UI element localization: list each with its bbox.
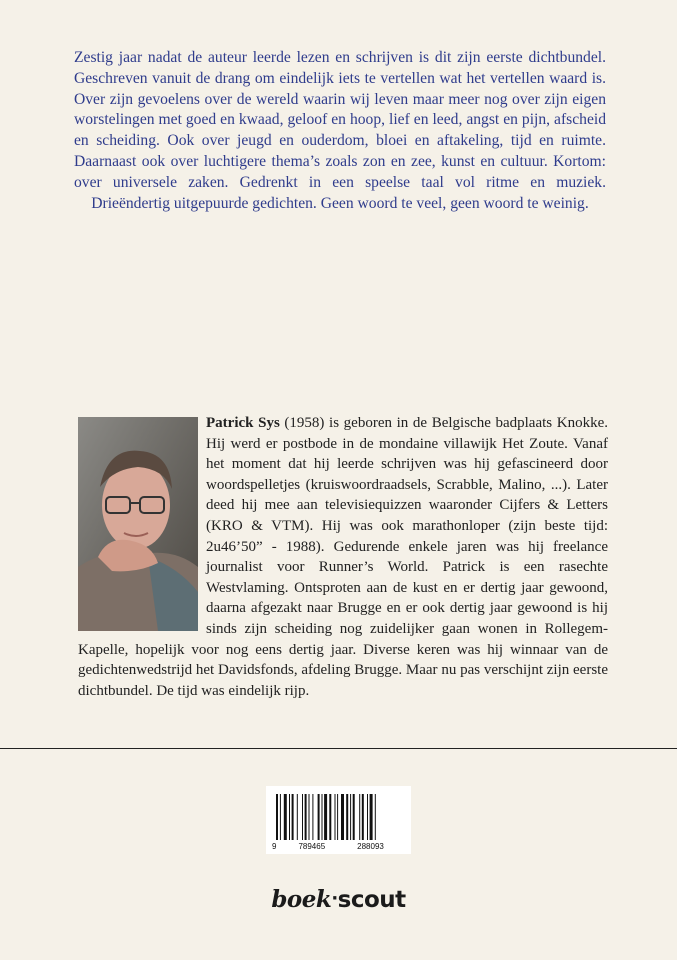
publisher-logo	[266, 886, 411, 913]
publisher-logo-part1: boek	[271, 886, 332, 913]
author-bio	[78, 413, 608, 701]
barcode-digits-right: 288093	[357, 842, 384, 851]
barcode-bars	[276, 794, 401, 840]
divider-line	[0, 748, 677, 749]
author-name: Patrick Sys	[206, 415, 280, 431]
barcode-digits	[272, 842, 407, 851]
publisher-logo-separator: ·	[331, 888, 338, 909]
barcode-digit-first: 9	[272, 842, 277, 851]
barcode-digits-left: 789465	[298, 842, 326, 851]
back-cover-blurb: Zestig jaar nadat de auteur leerde lezen en schrijven is dit zijn eerste dichtbundel. Geschreven vanuit de drang om eindelijk iets te vertellen wat het vertellen waard is. Over zijn gevoelens over de wereld waarin wij leven maar meer nog over zijn eigen worstelingen met goed en kwaad, geloof en hoop, lief en leed, angst en pijn, afscheid en scheiding. Ook over jeugd en ouderdom, bloei en aftakeling, tijd en ruimte. Daarnaast ook over luchtigere thema’s zoals zon en zee, kunst en cultuur. Kortom: over universele zaken. Gedrenkt in een speelse taal vol ritme en muziek. Drieëndertig uitgepuurde gedichten. Geen woord te veel, geen woord te weinig.	[74, 49, 606, 212]
isbn-barcode	[266, 786, 411, 854]
publisher-logo-part2: scout	[337, 887, 406, 913]
author-bio-text: (1958) is geboren in de Belgische badplaats Knokke. Hij werd er postbode in de mondaine villawijk Het Zoute. Vanaf het moment dat hij leerde schrijven was hij gefascineerd door woordspelletjes (kruiswoordraadsels, Scrabble, Malino, ...). Later deed hij mee aan televisiequizzen waaronder Cijfers & Letters (KRO & VTM). Hij was ook marathonloper (zijn beste tijd: 2u46’50” - 1988). Gedurende enkele jaren was hij freelance journalist voor Runner’s World. Patrick is een rasechte Westvlaming. Ontsproten aan de kust en er dertig jaar gewoond, daarna afgezakt naar Brugge en er ook dertig jaar gewoond is hij sinds zijn scheiding nog zuidelijker gaan wonen in Rollegem-Kapelle, hopelijk voor nog eens dertig jaar. Diverse keren was hij winnaar van de gedichtenwedstrijd het Davidsfonds, afdeling Brugge. Maar nu pas verschijnt zijn eerste dichtbundel. De tijd was eindelijk rijp.	[78, 415, 608, 699]
author-photo	[78, 417, 198, 631]
